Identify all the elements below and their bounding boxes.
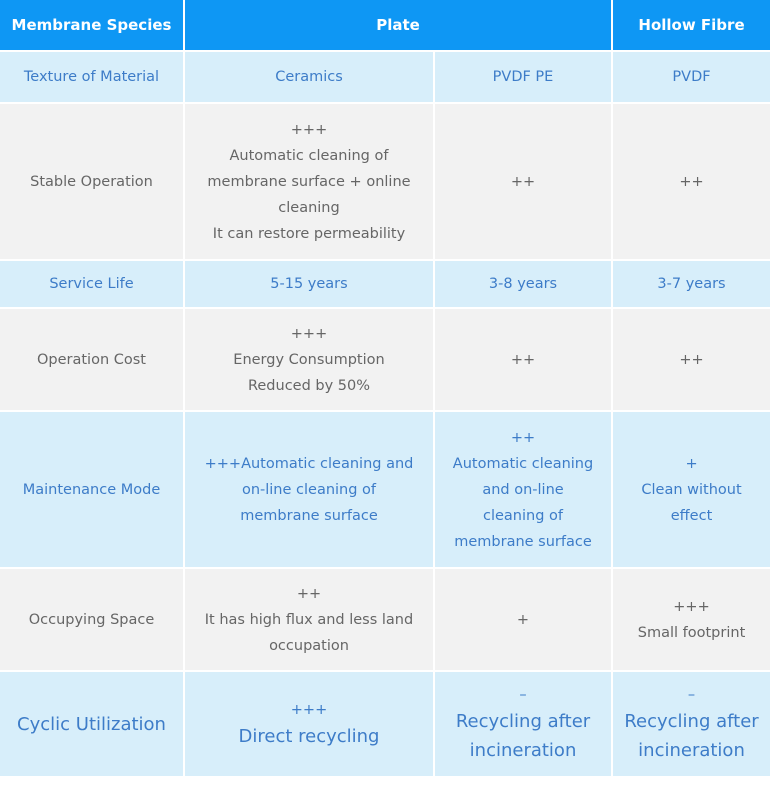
cell-line: Recycling after	[624, 711, 759, 732]
row-service-life	[0, 261, 770, 309]
cell-hollow-fibre	[613, 309, 770, 412]
cell-line: +	[685, 455, 698, 472]
cell-plate-2	[435, 412, 613, 569]
cell-line: +++	[290, 701, 328, 718]
row-occupying-space	[0, 569, 770, 672]
cell-line: +++	[290, 325, 328, 342]
row-texture-of-material	[0, 52, 770, 104]
cell-line: membrane surface + online	[207, 173, 411, 190]
row-label: Cyclic Utilization	[0, 672, 185, 778]
cell-plate-2	[435, 52, 613, 104]
cell-line: on-line cleaning of	[241, 481, 377, 498]
row-label: Texture of Material	[0, 52, 185, 104]
row-maintenance-mode	[0, 412, 770, 569]
cell-hollow-fibre	[613, 672, 770, 778]
cell-line: 3-7 years	[657, 276, 726, 292]
cell-line: Clean without	[641, 481, 742, 498]
cell-line: Direct recycling	[238, 725, 380, 747]
row-label: Stable Operation	[0, 104, 185, 261]
cell-plate-2	[435, 309, 613, 412]
row-stable-operation	[0, 104, 770, 261]
cell-hollow-fibre	[613, 412, 770, 569]
table-header-row	[0, 0, 770, 52]
cell-line: –	[687, 687, 696, 703]
cell-line: Ceramics	[275, 69, 343, 85]
cell-line: Reduced by 50%	[247, 377, 371, 394]
cell-line: –	[519, 687, 527, 703]
cell-hollow-fibre	[613, 104, 770, 261]
cell-line: and on-line	[482, 481, 564, 498]
cell-plate-1	[185, 672, 435, 778]
cell-plate-2	[435, 104, 613, 261]
cell-line: cleaning of	[483, 507, 564, 524]
cell-line: cleaning	[278, 199, 340, 216]
row-operation-cost	[0, 309, 770, 412]
cell-line: +	[516, 611, 530, 628]
cell-plate-1	[185, 412, 435, 569]
row-cyclic-utilization	[0, 672, 770, 778]
cell-plate-2	[435, 672, 613, 778]
cell-line: occupation	[269, 637, 349, 654]
cell-plate-2	[435, 569, 613, 672]
cell-line: ++	[679, 351, 704, 368]
cell-line: Small footprint	[637, 624, 746, 641]
cell-plate-2	[435, 261, 613, 309]
cell-line: Energy Consumption	[233, 351, 385, 368]
cell-line: +++Automatic cleaning and	[204, 455, 414, 472]
cell-line: 5-15 years	[270, 276, 348, 292]
cell-line: membrane surface	[240, 507, 378, 524]
cell-line: ++	[296, 585, 322, 602]
cell-line: Automatic cleaning of	[229, 147, 389, 164]
cell-hollow-fibre	[613, 569, 770, 672]
cell-line: +++	[673, 598, 710, 615]
cell-hollow-fibre	[613, 52, 770, 104]
cell-hollow-fibre	[613, 261, 770, 309]
cell-line: +++	[290, 121, 328, 138]
cell-plate-1	[185, 309, 435, 412]
cell-line: Automatic cleaning	[452, 455, 594, 472]
cell-line: ++	[510, 351, 536, 368]
cell-line: incineration	[469, 740, 577, 761]
cell-line: Recycling after	[455, 711, 591, 732]
row-label: Operation Cost	[0, 309, 185, 412]
cell-plate-1	[185, 569, 435, 672]
cell-plate-1	[185, 52, 435, 104]
cell-line: It has high flux and less land	[204, 611, 414, 628]
cell-line: 3-8 years	[488, 276, 558, 292]
cell-plate-1	[185, 104, 435, 261]
header-membrane-species: Membrane Species	[0, 0, 185, 52]
header-plate: Plate	[185, 0, 613, 52]
row-label: Maintenance Mode	[0, 412, 185, 569]
cell-line: ++	[679, 173, 704, 190]
row-label: Occupying Space	[0, 569, 185, 672]
cell-line: It can restore permeability	[212, 225, 406, 242]
cell-plate-1	[185, 261, 435, 309]
row-label: Service Life	[0, 261, 185, 309]
cell-line: effect	[670, 507, 713, 524]
cell-line: membrane surface	[454, 533, 592, 550]
cell-line: PVDF PE	[492, 69, 554, 85]
cell-line: PVDF	[672, 69, 711, 85]
header-hollow-fibre: Hollow Fibre	[613, 0, 770, 52]
cell-line: ++	[510, 173, 536, 190]
cell-line: ++	[510, 429, 536, 446]
cell-line: incineration	[638, 740, 745, 761]
